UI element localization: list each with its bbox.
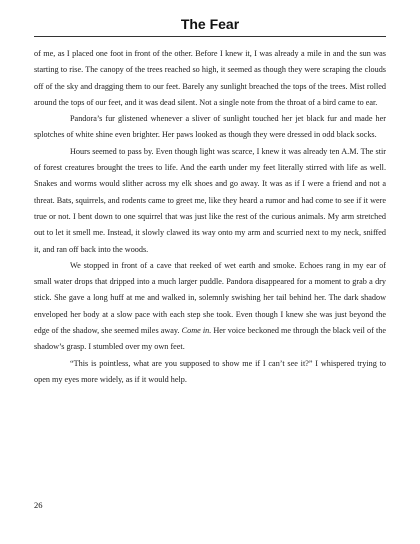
running-head-title: The Fear <box>180 16 240 32</box>
page-number: 26 <box>34 500 43 510</box>
header-rule <box>34 36 386 37</box>
paragraph-2: Pandora’s fur glistened whenever a sliver of sunlight touched her jet black fur and made her splotches of white shine even brighter. Her paws looked as though they were dressed in odd black socks. <box>34 114 386 140</box>
paragraph-3: Hours seemed to pass by. Even though light was scarce, I knew it was already ten A.M. The stir of forest creatures brought the trees to life. And the earth under my feet literally stirred with life as well. Snakes and worms would slither across my elk shoes and go away. It was as if I were a friend and not a threat. Bats, squirrels, and rodents came to greet me, like they heard a rumor and had come to see if it were true or not. I bent down to one squirrel that was just like the rest of the curious animals. My arm stretched out to let it smell me. Instead, it slowly clawed its way onto my arm and scurried next to my neck, sniffed it, and ran off back into the woods. <box>34 146 386 254</box>
paragraph-5: “This is pointless, what are you supposed to show me if I can’t see it?” I whispered trying to open my eyes more widely, as if it would help. <box>34 358 386 384</box>
paragraph-4 <box>34 258 386 356</box>
paragraph-4-italic: Come in. <box>181 326 212 336</box>
paragraph-4-part-1: We stopped in front of a cave that reeked of wet earth and smoke. Echoes rang in my ear of small water drops that dripped into a much larger puddle. Pandora disappeared for a moment to grab a dry stick. She gave a long huff at me and walked in, solemnly swishing her tail behind her. The dark shadow enveloped her body at a slow pace with each step she took. Even though I knew she was just beyond the edge of the shadow, she seemed miles away. <box>34 260 386 336</box>
body-text <box>34 46 386 388</box>
paragraph-4-part-2: Her voice beckoned me through the black veil of the shadow’s grasp. I stumbled over my own feet. <box>34 326 386 352</box>
paragraph-1: of me, as I placed one foot in front of the other. Before I knew it, I was already a mile in and the sun was starting to rise. The canopy of the trees reached so high, it seemed as though they were scraping the clouds off of the sky and dragging them to our feet. Barely any sunlight breached the tops of the trees. Mist rolled around the tops of our feet, and it was dead silent. Not a single note from the throat of a bird came to ear. <box>34 49 386 107</box>
